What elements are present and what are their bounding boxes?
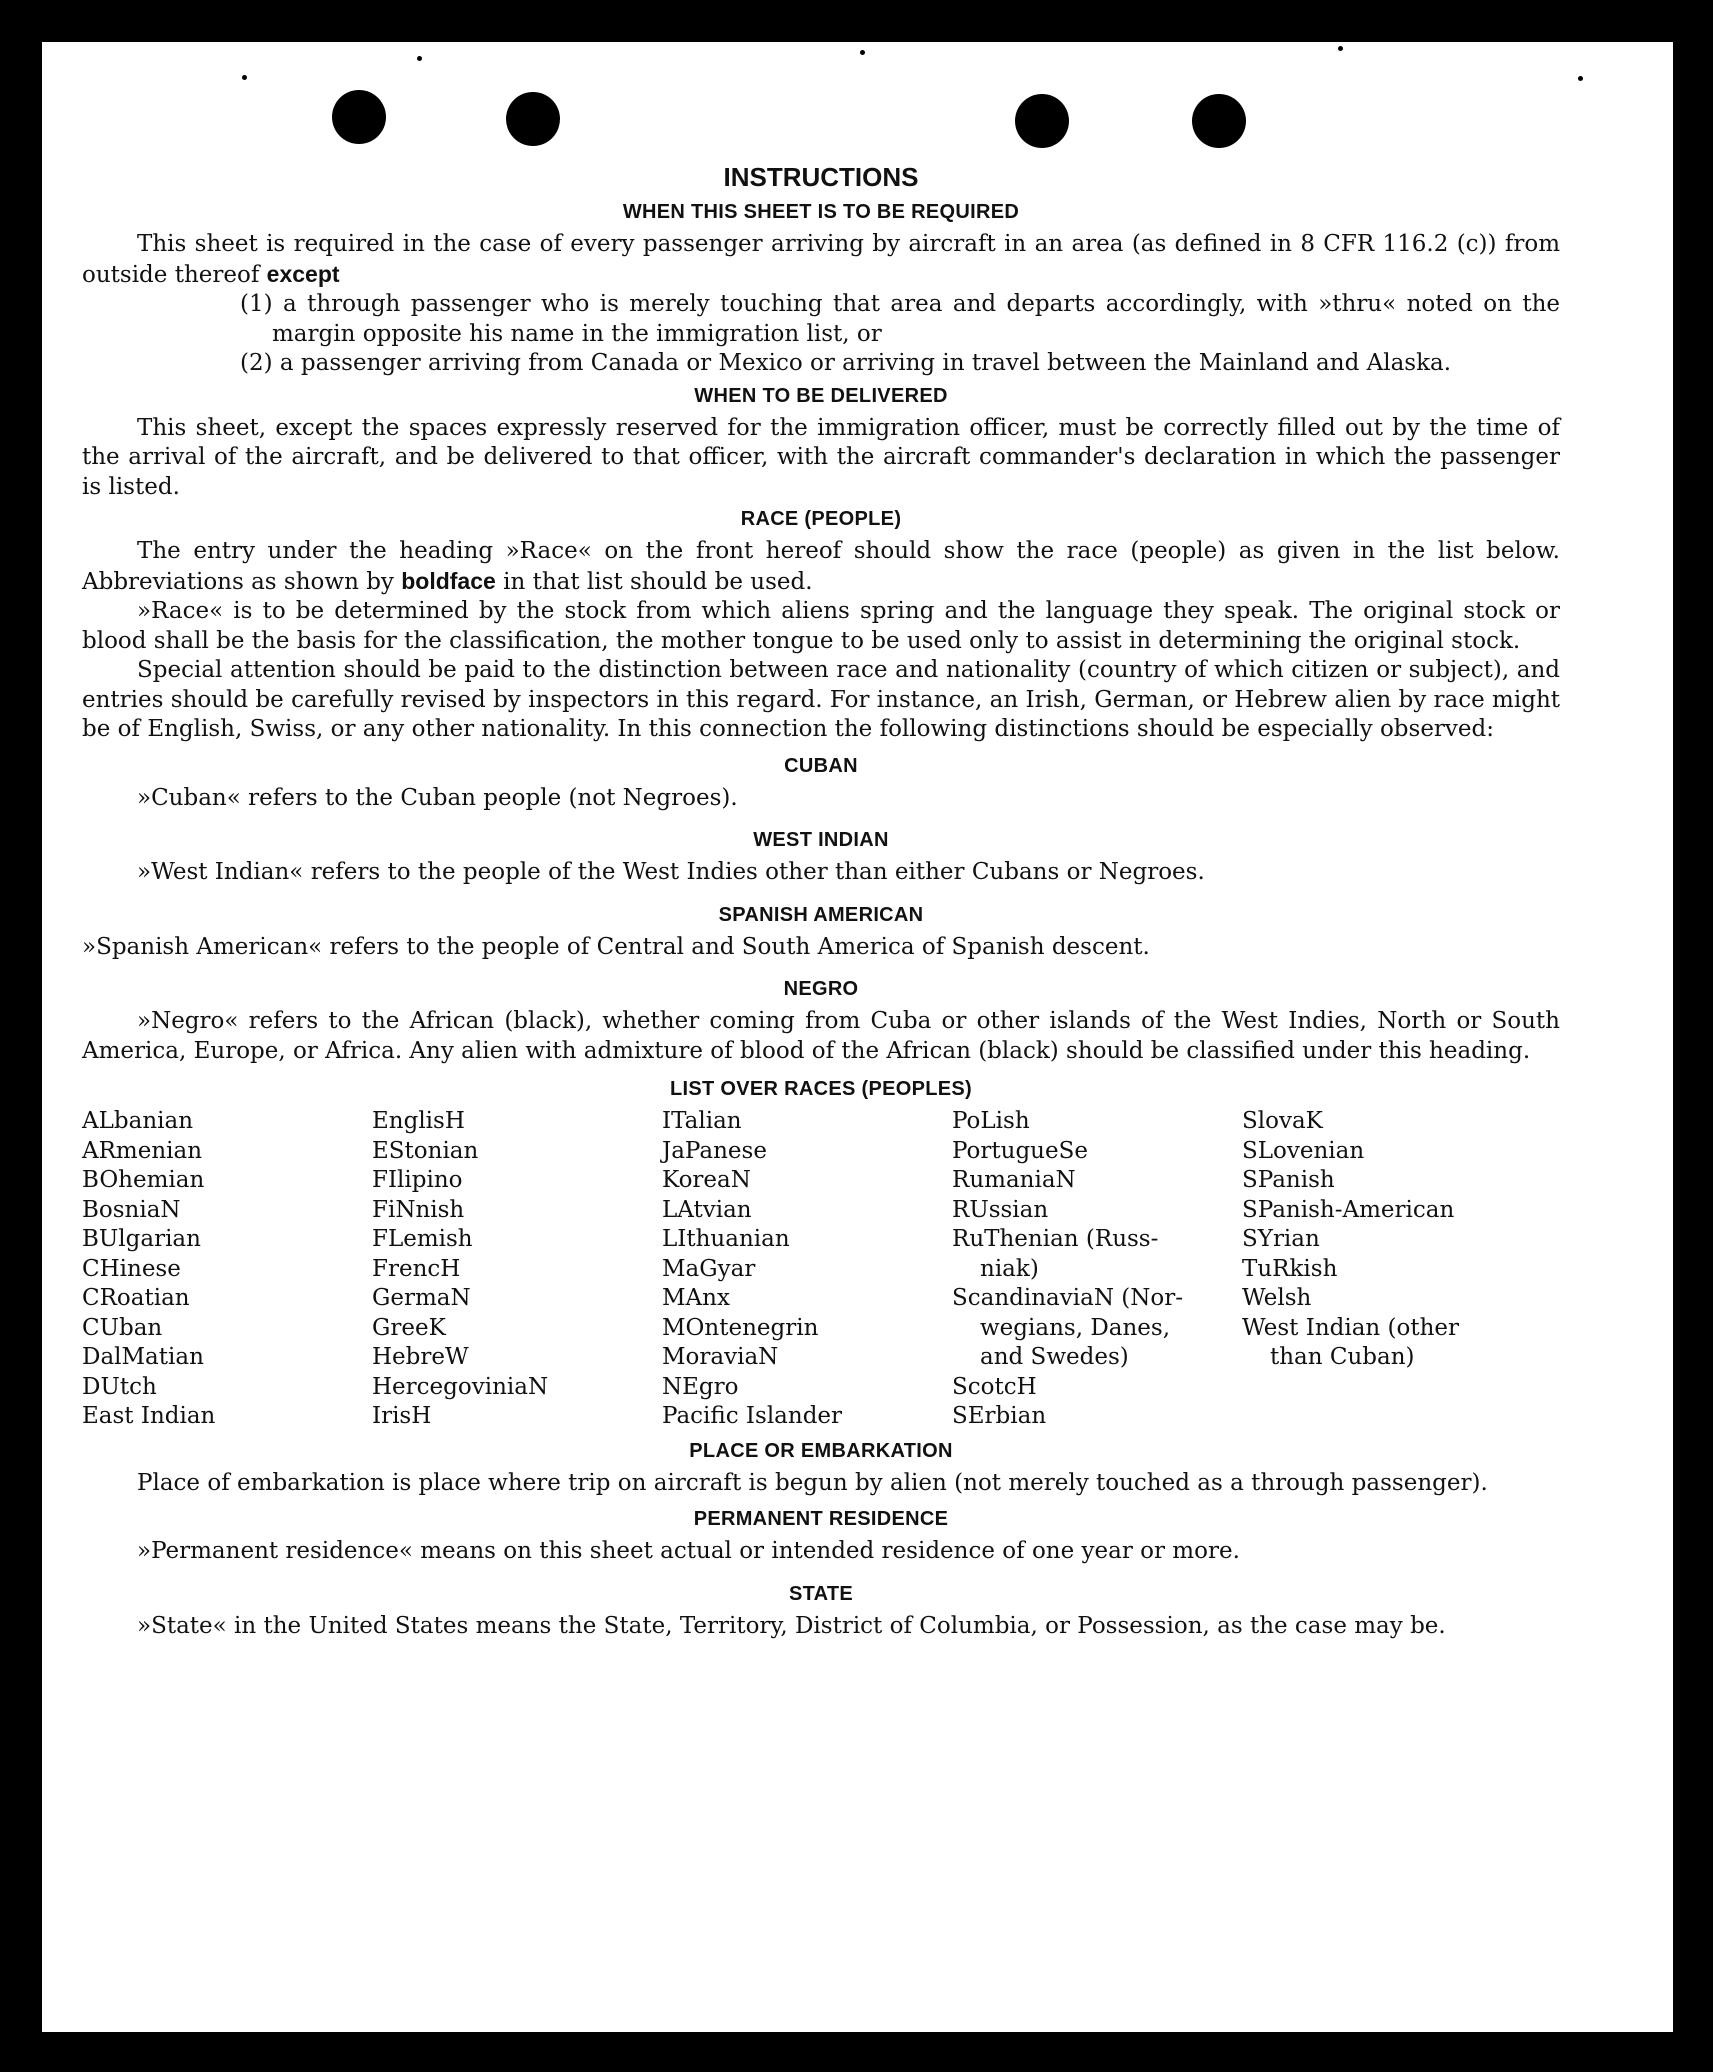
races-list xyxy=(82,1107,1560,1432)
race-entry: MAnx xyxy=(662,1285,730,1311)
speck xyxy=(417,56,422,61)
race-entry: FIlipino xyxy=(372,1167,463,1193)
heading-required: WHEN THIS SHEET IS TO BE REQUIRED xyxy=(622,201,1020,223)
race-entry: HebreW xyxy=(372,1344,469,1370)
instructions-content xyxy=(82,162,1560,1641)
race-entry: niak) xyxy=(980,1255,1039,1282)
race-entry: ALbanian xyxy=(82,1108,194,1134)
heading-west-indian: WEST INDIAN xyxy=(753,829,889,851)
heading-races-list: LIST OVER RACES (PEOPLES) xyxy=(670,1078,972,1100)
west-indian-text: »West Indian« refers to the people of the West Indies other than either Cubans or Negroes. xyxy=(137,859,1205,885)
race-entry: DUtch xyxy=(82,1373,157,1400)
punch-hole xyxy=(1015,94,1069,148)
race-entry: KoreaN xyxy=(662,1167,751,1193)
race-entry: BUlgarian xyxy=(82,1226,201,1252)
race-entry: BosniaN xyxy=(82,1196,181,1223)
punch-hole xyxy=(506,92,560,146)
race-entry: GermaN xyxy=(372,1285,471,1311)
race-entry: SErbian xyxy=(952,1403,1047,1429)
race-entry: PoLish xyxy=(952,1108,1030,1134)
race-entry: EStonian xyxy=(372,1137,479,1164)
document-sheet xyxy=(42,42,1673,2032)
state-text: »State« in the United States means the State, Territory, District of Columbia, or Possession, as the case may be. xyxy=(137,1612,1446,1639)
race-entry: SPanish-American xyxy=(1242,1196,1455,1223)
race-entry: PortugueSe xyxy=(952,1137,1088,1164)
heading-residence: PERMANENT RESIDENCE xyxy=(693,1508,949,1530)
races-column-3 xyxy=(662,1107,952,1432)
spanish-american-text: »Spanish American« refers to the people of Central and South America of Spanish descent. xyxy=(82,933,1150,960)
race-entry: DalMatian xyxy=(82,1344,204,1370)
punch-hole xyxy=(332,90,386,144)
heading-state: STATE xyxy=(788,1582,854,1605)
race-entry: MaGyar xyxy=(662,1255,756,1282)
negro-text: »Negro« refers to the African (black), whether coming from Cuba or other islands of the West Indies, North or South America, Europe, or Africa. Any alien with admixture of blood of the African (black) should be classified under this heading. xyxy=(82,1008,1560,1064)
cuban-text: »Cuban« refers to the Cuban people (not Negroes). xyxy=(137,784,738,811)
speck xyxy=(1338,46,1343,51)
race-entry: RumaniaN xyxy=(952,1167,1076,1193)
race-entry: CHinese xyxy=(82,1255,181,1282)
race-entry: NEgro xyxy=(662,1373,739,1400)
race-entry: Pacific Islander xyxy=(662,1403,843,1429)
race-entry: BOhemian xyxy=(82,1167,205,1193)
race-entry: SlovaK xyxy=(1242,1108,1323,1134)
race-entry: Welsh xyxy=(1242,1285,1312,1311)
races-column-1 xyxy=(82,1107,372,1432)
race-paragraph-1: The entry under the heading »Race« on the front hereof should show the race (people) as given in the list below. Abbreviations as shown by boldface in that list should be used. xyxy=(82,538,1560,595)
heading-negro: NEGRO xyxy=(783,978,859,1000)
race-entry: than Cuban) xyxy=(1270,1344,1415,1370)
heading-race: RACE (PEOPLE) xyxy=(740,508,902,530)
required-item-1: (1) a through passenger who is merely touching that area and departs accordingly, with »thru« noted on the margin opposite his name in the immigration list, or xyxy=(240,291,1560,347)
race-entry: CUban xyxy=(82,1314,163,1341)
race-entry: SYrian xyxy=(1242,1226,1320,1252)
heading-cuban: CUBAN xyxy=(784,754,858,777)
heading-embarkation: PLACE OR EMBARKATION xyxy=(689,1439,953,1462)
page-title: INSTRUCTIONS xyxy=(723,162,919,192)
race-entry: East Indian xyxy=(82,1403,216,1429)
race-entry: FLemish xyxy=(372,1226,473,1252)
race-entry: MoraviaN xyxy=(662,1344,779,1370)
races-column-2 xyxy=(372,1107,662,1432)
race-entry: RUssian xyxy=(952,1196,1049,1223)
race-entry: ScotcH xyxy=(952,1373,1037,1400)
race-entry: and Swedes) xyxy=(980,1344,1129,1370)
speck xyxy=(1578,76,1583,81)
race-entry: LAtvian xyxy=(662,1196,752,1223)
race-entry: ARmenian xyxy=(82,1137,203,1164)
heading-spanish-american: SPANISH AMERICAN xyxy=(718,903,924,926)
race-entry: MOntenegrin xyxy=(662,1314,819,1341)
race-entry: FiNnish xyxy=(372,1196,465,1223)
race-entry: GreeK xyxy=(372,1314,446,1341)
races-column-4 xyxy=(952,1107,1242,1432)
punch-hole xyxy=(1192,94,1246,148)
race-entry: LIthuanian xyxy=(662,1226,790,1252)
races-column-5 xyxy=(1242,1107,1532,1432)
race-entry: JaPanese xyxy=(662,1137,767,1164)
race-entry: SPanish xyxy=(1242,1167,1335,1193)
race-entry: HercegoviniaN xyxy=(372,1373,549,1400)
race-entry: CRoatian xyxy=(82,1285,190,1311)
race-entry: SLovenian xyxy=(1242,1137,1365,1164)
delivered-text: This sheet, except the spaces expressly reserved for the immigration officer, must be correctly filled out by the time of the arrival of the aircraft, and be delivered to that officer, with the aircraft commander's declaration in which the passenger is listed. xyxy=(82,414,1560,500)
race-entry: ITalian xyxy=(662,1108,742,1134)
race-paragraph-3: Special attention should be paid to the distinction between race and nationality (country of which citizen or subject), and entries should be carefully revised by inspectors in this regard. For instance, an Irish, German, or Hebrew alien by race might be of English, Swiss, or any other nationality. In this connection the following distinctions should be especially observed: xyxy=(82,657,1560,742)
race-entry: ScandinaviaN (Nor- xyxy=(952,1285,1183,1311)
heading-delivered: WHEN TO BE DELIVERED xyxy=(694,384,948,407)
race-entry: TuRkish xyxy=(1242,1255,1338,1282)
required-intro: This sheet is required in the case of every passenger arriving by aircraft in an area (as defined in 8 CFR 116.2 (c)) from outside thereof except xyxy=(82,231,1560,288)
race-entry: West Indian (other xyxy=(1242,1314,1460,1341)
speck xyxy=(860,50,865,55)
embarkation-text: Place of embarkation is place where trip on aircraft is begun by alien (not merely touched as a through passenger). xyxy=(137,1469,1488,1496)
race-entry: IrisH xyxy=(372,1403,432,1429)
required-item-2: (2) a passenger arriving from Canada or Mexico or arriving in travel between the Mainland and Alaska. xyxy=(240,350,1452,376)
speck xyxy=(242,75,247,80)
race-entry: FrencH xyxy=(372,1255,461,1282)
race-entry: wegians, Danes, xyxy=(980,1314,1171,1341)
race-paragraph-2: »Race« is to be determined by the stock from which aliens spring and the language they speak. The original stock or blood shall be the basis for the classification, the mother tongue to be used only to assist in determining the original stock. xyxy=(82,598,1560,654)
residence-text: »Permanent residence« means on this sheet actual or intended residence of one year or more. xyxy=(137,1538,1240,1564)
race-entry: EnglisH xyxy=(372,1108,465,1134)
race-entry: RuThenian (Russ- xyxy=(952,1226,1159,1252)
